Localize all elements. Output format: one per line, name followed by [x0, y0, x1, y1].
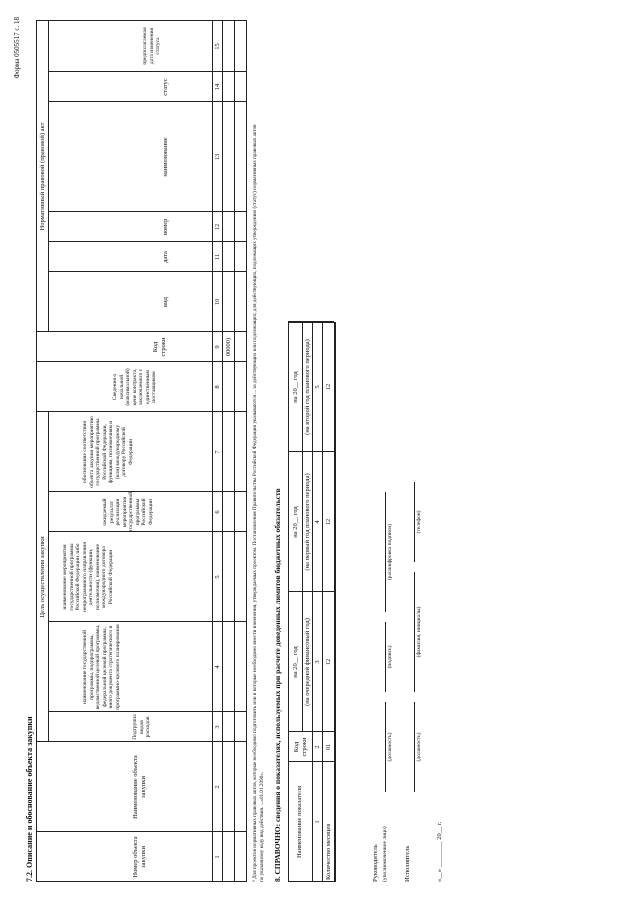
exec-phone-caption: (телефон) — [416, 510, 422, 534]
col-header-2: Наименование объекта закупки — [132, 755, 147, 819]
col-num-5: 5 — [214, 575, 221, 579]
col-num-14: 14 — [214, 83, 221, 91]
head-label: Руководитель — [372, 844, 379, 882]
col-num-7: 7 — [214, 450, 221, 454]
col-num-1: 1 — [214, 855, 221, 859]
col-header-1: Номер объекта закупки — [132, 836, 147, 878]
col-num-4: 4 — [214, 665, 221, 669]
section-8-title: 8. СПРАВОЧНО: сведения о показателях, используемых при расчете доведенных лимитов бюджетных обязательств — [273, 488, 282, 882]
table-numrow-bottom — [222, 20, 223, 882]
s8-year3-title: на 20__ год — [292, 371, 299, 403]
s8-row-v2: 12 — [325, 518, 332, 526]
exec-label: Исполнитель — [404, 845, 411, 882]
s8-row-label: Количество месяцев — [325, 823, 332, 880]
goal-group-line — [48, 412, 49, 742]
col-num-10: 10 — [214, 298, 221, 306]
head-decode-caption: (расшифровка подписи) — [387, 523, 393, 581]
s8-year3-sub: (на второй год планового периода) — [304, 339, 311, 435]
s8-year2-sub: (на первый год планового периода) — [304, 473, 311, 571]
col-num-13: 13 — [214, 153, 221, 161]
s8-header-bottom — [312, 322, 313, 882]
s8-year2-title: на 20__ год — [292, 506, 299, 538]
row-code-cell: 00000) — [225, 337, 232, 357]
rotated-form-page — [12, 12, 622, 892]
form-label: Форма 0505517 с. 18 — [13, 17, 21, 79]
table-row2-bottom — [246, 20, 247, 882]
s8-col-name: Наименование показателя — [296, 785, 303, 859]
col-num-12: 12 — [214, 223, 221, 231]
col-header-3: Подгруппа видов расходов — [132, 714, 151, 740]
col-num-11: 11 — [214, 253, 221, 261]
s8-num-5: 5 — [314, 385, 321, 389]
s8-year1-title: на 20__ год — [292, 646, 299, 678]
col-header-5: наименование мероприятия государственной программы Российской Федерации либо непрограммного направления деятельности (функции, полномочия), наименование международного договора Российской Федерации — [62, 542, 114, 612]
exec-position-caption: (должность) — [416, 732, 422, 762]
col-header-13: наименование — [162, 137, 169, 177]
col-header-8: Сведения о начальной (максимальной) цене контракта, заключаемого с единственным поставщиком — [112, 368, 157, 406]
s8-row-v1: 12 — [325, 658, 332, 666]
col-num-8: 8 — [214, 385, 221, 389]
col-num-2: 2 — [214, 785, 221, 789]
s8-left — [288, 881, 334, 882]
exec-fio-line — [414, 572, 415, 692]
col-num-9: 9 — [214, 345, 221, 349]
head-sub: (уполномоченное лицо) — [382, 826, 388, 882]
col-header-4: наименование государственной программы, подпрограммы, ведомственной целевой программы, федеральной целевой программы, иного документа стратегического и программно-целевого планирования — [82, 624, 121, 710]
col-header-6: ожидаемый результат реализации мероприятия государственной программы Российской Федерации — [102, 491, 154, 531]
table-row1-bottom — [234, 20, 235, 882]
col-num-6: 6 — [214, 510, 221, 514]
table-header-bottom — [212, 20, 213, 882]
s8-col-code: Код строки — [293, 737, 308, 757]
section-7-2-title: 7.2. Описание и обоснование объекта закупки — [25, 716, 34, 882]
s8-top — [288, 322, 289, 882]
head-position-line — [385, 702, 386, 792]
s8-num-3: 3 — [314, 660, 321, 664]
col-header-14: статус — [162, 78, 169, 96]
col-num-3: 3 — [214, 725, 221, 729]
npa-group-header: Нормативный правовой (правовой) акт — [39, 122, 46, 231]
col-header-15: предполагаемая дата изменения статуса — [142, 27, 161, 65]
footnote: ⁸ Для проектов нормативных правовых актов, которые необходимо подготовить или в которые необходимо внести изменения, утверждаемых проектом. Постановления Правительства Российской Федерации указываются ... за действующих или подлежащих; для действующих, подлежащих утверждению (статус) нормативных правовых актов по указанному коду вид действия. ...«01.01.2090». — [252, 124, 265, 882]
s8-row-v3: 12 — [325, 383, 332, 391]
s8-year1-sub: (на очередной финансовый год) — [304, 618, 311, 706]
head-decode-line — [385, 492, 386, 612]
s8-num-bottom — [322, 322, 323, 882]
table-top-border — [36, 20, 37, 882]
s8-num-4: 4 — [314, 520, 321, 524]
col-header-9: Код строки — [152, 337, 167, 357]
date-line: «__» ________ 20__ г. — [436, 821, 443, 882]
s8-num-1: 1 — [314, 820, 321, 824]
head-signature-caption: (подпись) — [387, 645, 393, 669]
s8-year-sub-line — [302, 322, 303, 732]
s8-row-bottom — [334, 322, 336, 882]
exec-fio-caption: (фамилия, инициалы) — [416, 606, 422, 658]
exec-position-line — [414, 702, 415, 792]
goal-group-header: Цель осуществления закупки — [39, 536, 46, 618]
head-position-caption: (должность) — [387, 732, 393, 762]
s8-num-2: 2 — [314, 745, 321, 749]
col-num-15: 15 — [214, 43, 221, 50]
col-header-12: номер — [162, 218, 169, 236]
s8-row-code: 01 — [325, 743, 332, 751]
npa-group-line — [48, 21, 49, 332]
col-header-7: обоснование соответствия объекта закупки мероприятию государственной программы Российской Федерации, функциям, полномочиям и (или) международному договору Российской Федерации — [82, 416, 134, 488]
exec-phone-line — [414, 482, 415, 562]
head-signature-line — [385, 622, 386, 692]
col-header-10: вид — [162, 297, 169, 307]
col-header-11: дата — [162, 251, 169, 263]
